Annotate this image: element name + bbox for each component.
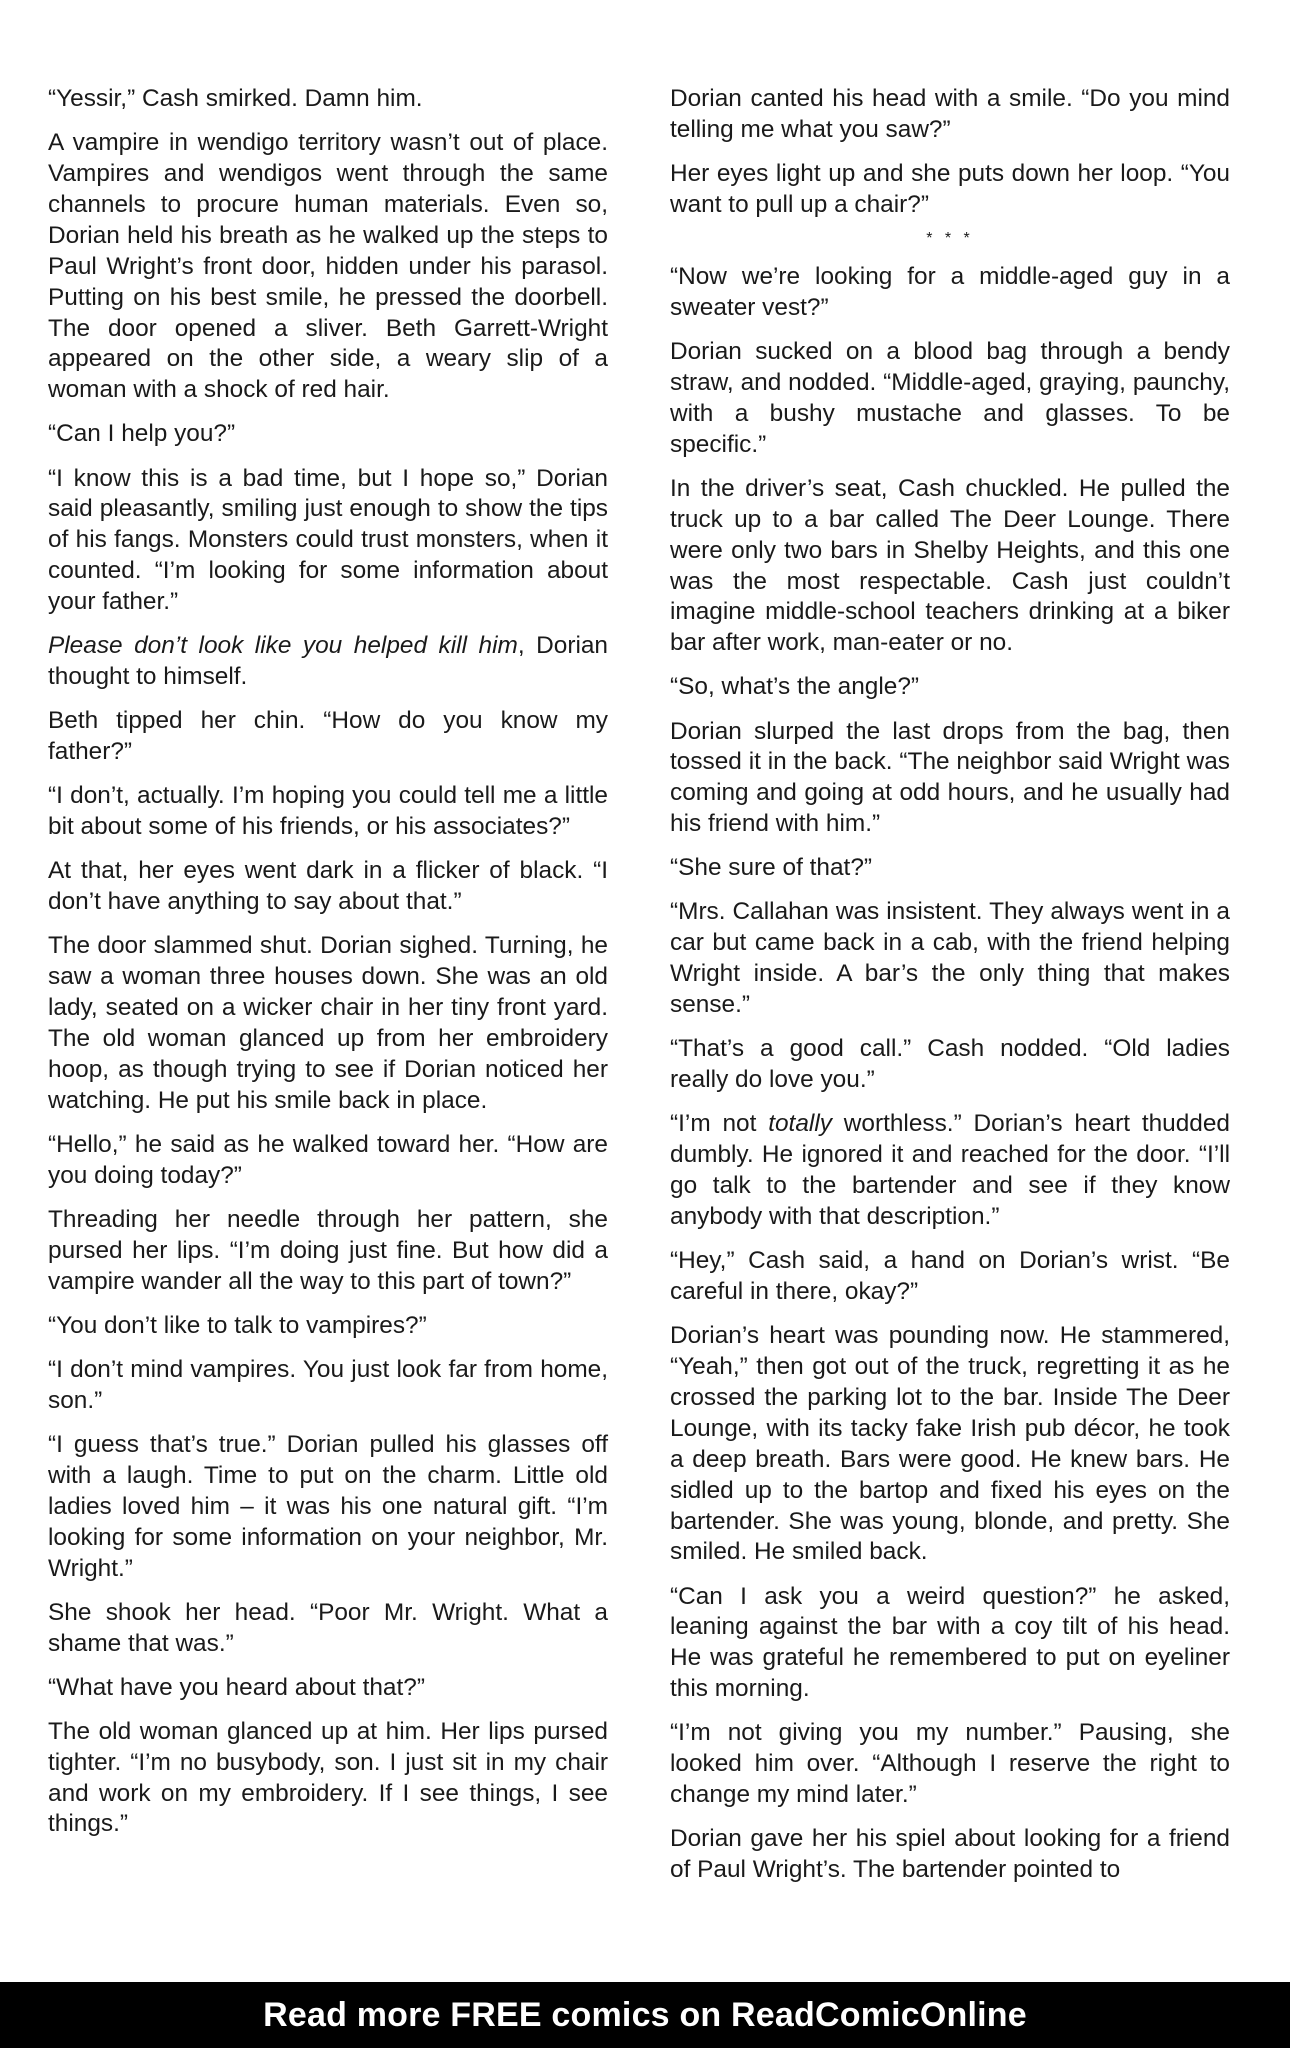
paragraph: “Can I ask you a weird question?” he asked, leaning against the bar with a coy tilt of his head. He was grateful he remembered to put on eyeliner this morning. <box>670 1582 1230 1703</box>
italic-text: totally <box>768 1110 832 1138</box>
paragraph <box>48 631 608 693</box>
paragraph: “Hello,” he said as he walked toward her. “How are you doing today?” <box>48 1130 608 1189</box>
paragraph-text: worthless.” Dorian’s heart thudded dumbly. He ignored it and reached for the door. “I’ll go talk to the bartender and see if they know anybody with that description.” <box>670 1110 1230 1230</box>
paragraph: Dorian canted his head with a smile. “Do you mind telling me what you saw?” <box>670 85 1230 143</box>
paragraph: “I know this is a bad time, but I hope so,” Dorian said pleasantly, smiling just enough to show the tips of his fangs. Monsters could trust monsters, when it counted. “I’m looking for some information about your father.” <box>48 464 608 616</box>
italic-text: Please don’t look like you helped kill him <box>48 632 518 660</box>
left-text-column <box>48 84 608 1854</box>
paragraph: In the driver’s seat, Cash chuckled. He pulled the truck up to a bar called The Deer Lounge. There were only two bars in Shelby Heights, and this one was the most respectable. Cash just couldn’t imagine middle-school teachers drinking at a biker bar after work, man-eater or no. <box>670 474 1230 657</box>
paragraph: “I don’t, actually. I’m hoping you could tell me a little bit about some of his friends, or his associates?” <box>48 782 608 841</box>
paragraph: Dorian slurped the last drops from the bag, then tossed it in the back. “The neighbor said Wright was coming and going at odd hours, and he usually had his friend with him.” <box>670 717 1230 838</box>
paragraph: She shook her head. “Poor Mr. Wright. What a shame that was.” <box>48 1598 608 1657</box>
paragraph: Dorian’s heart was pounding now. He stammered, “Yeah,” then got out of the truck, regretting it as he crossed the parking lot to the bar. Inside The Deer Lounge, with its tacky fake Irish pub décor, he took a deep breath. Bars were good. He knew bars. He sidled up to the bartop and fixed his eyes on the bartender. She was young, blonde, and pretty. She smiled. He smiled back. <box>670 1322 1230 1566</box>
paragraph: A vampire in wendigo territory wasn’t out of place. Vampires and wendigos went through the same channels to procure human materials. Even so, Dorian held his breath as he walked up the steps to Paul Wright’s front door, hidden under his parasol. Putting on his best smile, he pressed the doorbell. The door opened a sliver. Beth Garrett-Wright appeared on the other side, a weary slip of a woman with a shock of red hair. <box>48 129 608 404</box>
paragraph-text: , Dorian thought to himself. <box>48 632 608 691</box>
paragraph: Her eyes light up and she puts down her loop. “You want to pull up a chair?” <box>670 160 1230 218</box>
paragraph: Threading her needle through her pattern, she pursed her lips. “I’m doing just fine. But how did a vampire wander all the way to this part of town?” <box>48 1205 608 1295</box>
scene-break: * * * <box>926 230 974 247</box>
paragraph: The door slammed shut. Dorian sighed. Turning, he saw a woman three houses down. She was an old lady, seated on a wicker chair in her tiny front yard. The old woman glanced up from her embroidery hoop, as though trying to see if Dorian noticed her watching. He put his smile back in place. <box>48 932 608 1114</box>
paragraph: “She sure of that?” <box>670 854 873 882</box>
paragraph: “I’m not giving you my number.” Pausing, she looked him over. “Although I reserve the right to change my mind later.” <box>670 1719 1230 1809</box>
paragraph: “That’s a good call.” Cash nodded. “Old ladies really do love you.” <box>670 1035 1230 1094</box>
paragraph: “I guess that’s true.” Dorian pulled his glasses off with a laugh. Time to put on the charm. Little old ladies loved him – it was his one natural gift. “I’m looking for some information on your neighbor, Mr. Wright.” <box>48 1430 608 1582</box>
paragraph: Beth tipped her chin. “How do you know my father?” <box>48 707 608 766</box>
paragraph: “So, what’s the angle?” <box>670 673 920 701</box>
paragraph-text: “I’m not <box>670 1110 769 1138</box>
paragraph: “Mrs. Callahan was insistent. They always went in a car but came back in a cab, with the friend helping Wright inside. A bar’s the only thing that makes sense.” <box>670 898 1230 1019</box>
paragraph: “What have you heard about that?” <box>48 1673 425 1701</box>
paragraph: Dorian gave her his spiel about looking for a friend of Paul Wright’s. The bartender pointed to <box>670 1825 1230 1884</box>
paragraph <box>670 1109 1230 1233</box>
promo-banner-text: Read more FREE comics on ReadComicOnline <box>263 1996 1027 2034</box>
paragraph: Dorian sucked on a blood bag through a bendy straw, and nodded. “Middle-aged, graying, paunchy, with a bushy mustache and glasses. To be specific.” <box>670 338 1230 458</box>
paragraph: “Now we’re looking for a middle-aged guy in a sweater vest?” <box>670 263 1230 321</box>
paragraph: “Can I help you?” <box>48 420 236 448</box>
paragraph: “You don’t like to talk to vampires?” <box>48 1311 427 1339</box>
promo-banner <box>0 1982 1290 2048</box>
paragraph: “Yessir,” Cash smirked. Damn him. <box>48 85 423 112</box>
paragraph: The old woman glanced up at him. Her lips pursed tighter. “I’m no busybody, son. I just sit in my chair and work on my embroidery. If I see things, I see things.” <box>48 1717 608 1838</box>
paragraph: “Hey,” Cash said, a hand on Dorian’s wrist. “Be careful in there, okay?” <box>670 1247 1230 1305</box>
paragraph: At that, her eyes went dark in a flicker of black. “I don’t have anything to say about that.” <box>48 857 608 916</box>
paragraph: “I don’t mind vampires. You just look far from home, son.” <box>48 1355 608 1414</box>
right-text-column <box>670 84 1230 1899</box>
